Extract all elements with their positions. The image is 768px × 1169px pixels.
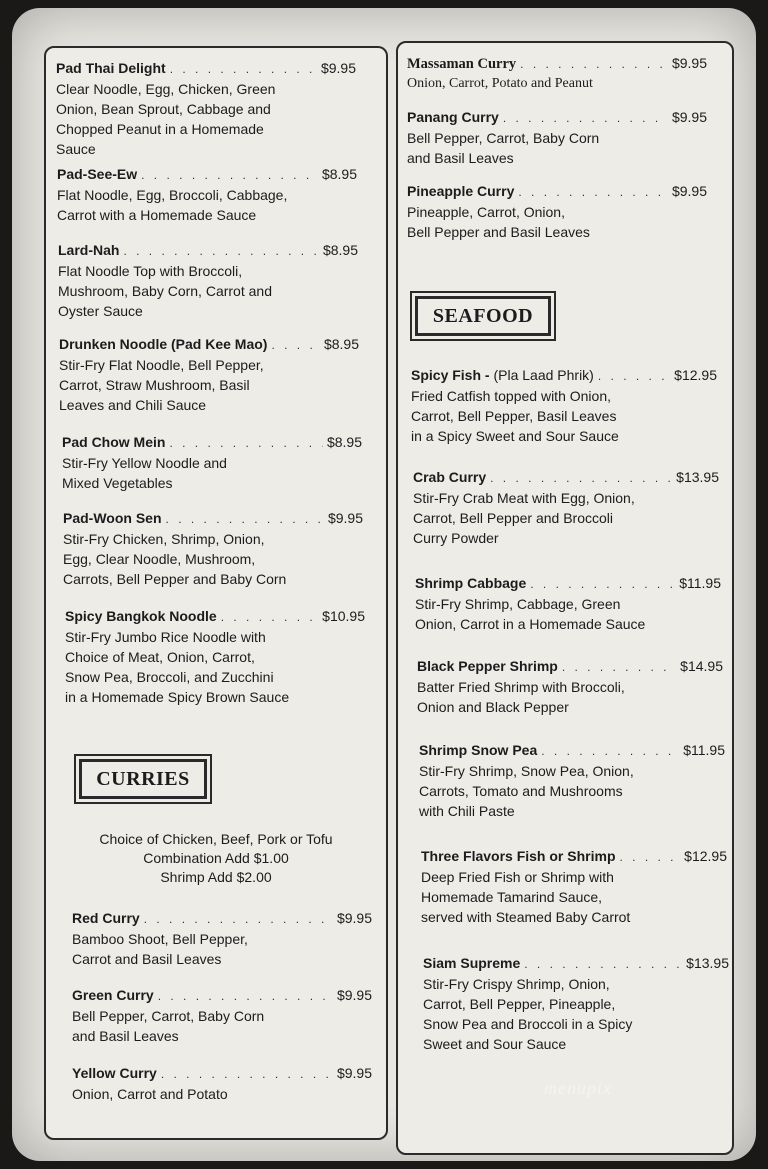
item-description: Fried Catfish topped with Onion, Carrot, Bell Pepper, Basil Leaves in a Spicy Sweet and Sour Sauce	[411, 388, 619, 444]
item-description: Deep Fried Fish or Shrimp with Homemade Tamarind Sauce, served with Steamed Baby Carrot	[421, 869, 631, 925]
curries-heading	[74, 754, 212, 804]
item-description: Bell Pepper, Carrot, Baby Corn and Basil Leaves	[72, 1008, 265, 1044]
leader-dots	[271, 335, 319, 355]
menu-item-pad-see-ew	[57, 164, 357, 225]
curries-choice-note: Choice of Chicken, Beef, Pork or Tofu Combination Add $1.00 Shrimp Add $2.00	[99, 831, 333, 885]
left-menu-panel	[44, 46, 388, 1140]
menu-item-red-curry	[72, 908, 372, 969]
item-description: Flat Noodle, Egg, Broccoli, Cabbage, Carrot with a Homemade Sauce	[57, 187, 288, 223]
leader-dots	[158, 986, 333, 1006]
item-price: $9.95	[336, 910, 372, 926]
item-description: Stir-Fry Shrimp, Cabbage, Green Onion, Carrot in a Homemade Sauce	[415, 596, 646, 632]
menu-item-spicy-bangkok-noodle	[65, 606, 365, 707]
item-name-main: Spicy Fish -	[411, 367, 494, 383]
item-name: Pineapple Curry	[407, 183, 515, 199]
item-price: $9.95	[671, 183, 707, 199]
right-menu-panel	[396, 41, 734, 1155]
menu-item-green-curry	[72, 985, 372, 1046]
leader-dots	[562, 657, 676, 677]
item-price: $12.95	[674, 367, 717, 383]
menu-item-siam-supreme	[423, 953, 729, 1054]
menu-item-pad-woon-sen	[63, 508, 363, 589]
item-price: $8.95	[326, 434, 362, 450]
menu-item-panang-curry	[407, 107, 707, 168]
item-description: Batter Fried Shrimp with Broccoli, Onion and Black Pepper	[417, 679, 625, 715]
item-name: Pad-Woon Sen	[63, 510, 162, 526]
item-name: Spicy Bangkok Noodle	[65, 608, 217, 624]
item-name: Pad-See-Ew	[57, 166, 138, 182]
leader-dots	[166, 509, 324, 529]
item-description: Flat Noodle Top with Broccoli, Mushroom, Baby Corn, Carrot and Oyster Sauce	[58, 263, 272, 319]
leader-dots	[170, 59, 317, 79]
item-price: $13.95	[686, 955, 729, 971]
item-description: Stir-Fry Yellow Noodle and Mixed Vegetables	[62, 455, 227, 491]
item-name: Pad Chow Mein	[62, 434, 166, 450]
item-price: $13.95	[676, 469, 719, 485]
menu-item-three-flavors	[421, 846, 727, 927]
item-price: $8.95	[323, 336, 359, 352]
item-price: $9.95	[336, 1065, 372, 1081]
item-description: Stir-Fry Crab Meat with Egg, Onion, Carrot, Bell Pepper and Broccoli Curry Powder	[413, 490, 635, 546]
item-name: Massaman Curry	[407, 56, 517, 72]
item-description: Bamboo Shoot, Bell Pepper, Carrot and Basil Leaves	[72, 931, 248, 967]
item-price: $14.95	[680, 658, 723, 674]
item-price: $9.95	[327, 510, 363, 526]
item-price: $9.95	[671, 55, 707, 71]
item-name: Green Curry	[72, 987, 154, 1003]
menu-item-pad-thai-delight	[56, 58, 356, 159]
item-price: $9.95	[671, 109, 707, 125]
item-price: $11.95	[683, 742, 725, 758]
item-description: Stir-Fry Crispy Shrimp, Onion, Carrot, Bell Pepper, Pineapple, Snow Pea and Broccoli in a Spicy Sweet and Sour Sauce	[423, 976, 633, 1052]
item-name: Three Flavors Fish or Shrimp	[421, 848, 616, 864]
leader-dots	[524, 954, 682, 974]
item-name: Black Pepper Shrimp	[417, 658, 558, 674]
item-description: Pineapple, Carrot, Onion, Bell Pepper and Basil Leaves	[407, 204, 590, 240]
item-description: Clear Noodle, Egg, Chicken, Green Onion, Bean Sprout, Cabbage and Chopped Peanut in a Homemade Sauce	[56, 81, 276, 157]
leader-dots	[503, 108, 668, 128]
item-name: Siam Supreme	[423, 955, 521, 971]
item-description: Onion, Carrot and Potato	[72, 1086, 228, 1102]
watermark-logo: menupix	[544, 1078, 612, 1098]
menu-item-drunken-noodle	[59, 334, 359, 415]
menu-item-yellow-curry	[72, 1063, 372, 1104]
item-price: $8.95	[322, 242, 358, 258]
menu-item-shrimp-cabbage	[415, 573, 721, 634]
item-name: Lard-Nah	[58, 242, 120, 258]
seafood-heading	[410, 291, 556, 341]
item-price: $10.95	[322, 608, 365, 624]
menu-item-shrimp-snow-pea	[419, 740, 725, 821]
leader-dots	[141, 165, 318, 185]
menu-item-massaman-curry	[407, 53, 707, 94]
item-price: $9.95	[320, 60, 356, 76]
item-name: Crab Curry	[413, 469, 487, 485]
leader-dots	[530, 574, 675, 594]
leader-dots	[221, 607, 318, 627]
leader-dots	[169, 433, 323, 453]
leader-dots	[123, 241, 319, 261]
leader-dots	[541, 741, 679, 761]
menu-item-black-pepper-shrimp	[417, 656, 723, 717]
leader-dots	[520, 54, 668, 74]
item-name: Panang Curry	[407, 109, 499, 125]
item-name: Pad Thai Delight	[56, 60, 166, 76]
curries-title: CURRIES	[79, 759, 207, 799]
leader-dots	[518, 182, 668, 202]
item-name: Red Curry	[72, 910, 140, 926]
seafood-title: SEAFOOD	[415, 296, 551, 336]
item-description: Stir-Fry Shrimp, Snow Pea, Onion, Carrots, Tomato and Mushrooms with Chili Paste	[419, 763, 634, 819]
item-price: $9.95	[336, 987, 372, 1003]
menu-page	[12, 8, 756, 1161]
leader-dots	[620, 847, 681, 867]
leader-dots	[144, 909, 333, 929]
item-description: Stir-Fry Jumbo Rice Noodle with Choice of Meat, Onion, Carrot, Snow Pea, Broccoli, and Zucchini in a Homemade Spicy Brown Sauce	[65, 629, 290, 705]
menu-item-spicy-fish	[411, 365, 717, 446]
menu-item-pineapple-curry	[407, 181, 707, 242]
item-price: $11.95	[679, 575, 721, 591]
item-description: Stir-Fry Chicken, Shrimp, Onion, Egg, Clear Noodle, Mushroom, Carrots, Bell Pepper and Baby Corn	[63, 531, 287, 587]
item-name: Yellow Curry	[72, 1065, 157, 1081]
item-name-thai: (Pla Laad Phrik)	[493, 367, 594, 383]
menu-item-crab-curry	[413, 467, 719, 548]
leader-dots	[598, 366, 670, 386]
menu-item-lard-nah	[58, 240, 358, 321]
item-description: Onion, Carrot, Potato and Peanut	[407, 76, 593, 91]
item-name: Shrimp Cabbage	[415, 575, 527, 591]
item-price: $12.95	[684, 848, 727, 864]
item-name: Shrimp Snow Pea	[419, 742, 538, 758]
item-name: Drunken Noodle (Pad Kee Mao)	[59, 336, 268, 352]
leader-dots	[161, 1064, 333, 1084]
item-name	[411, 365, 594, 385]
item-price: $8.95	[321, 166, 357, 182]
menu-item-pad-chow-mein	[62, 432, 362, 493]
item-description: Bell Pepper, Carrot, Baby Corn and Basil Leaves	[407, 130, 600, 166]
leader-dots	[490, 468, 672, 488]
item-description: Stir-Fry Flat Noodle, Bell Pepper, Carrot, Straw Mushroom, Basil Leaves and Chili Sauce	[59, 357, 264, 413]
